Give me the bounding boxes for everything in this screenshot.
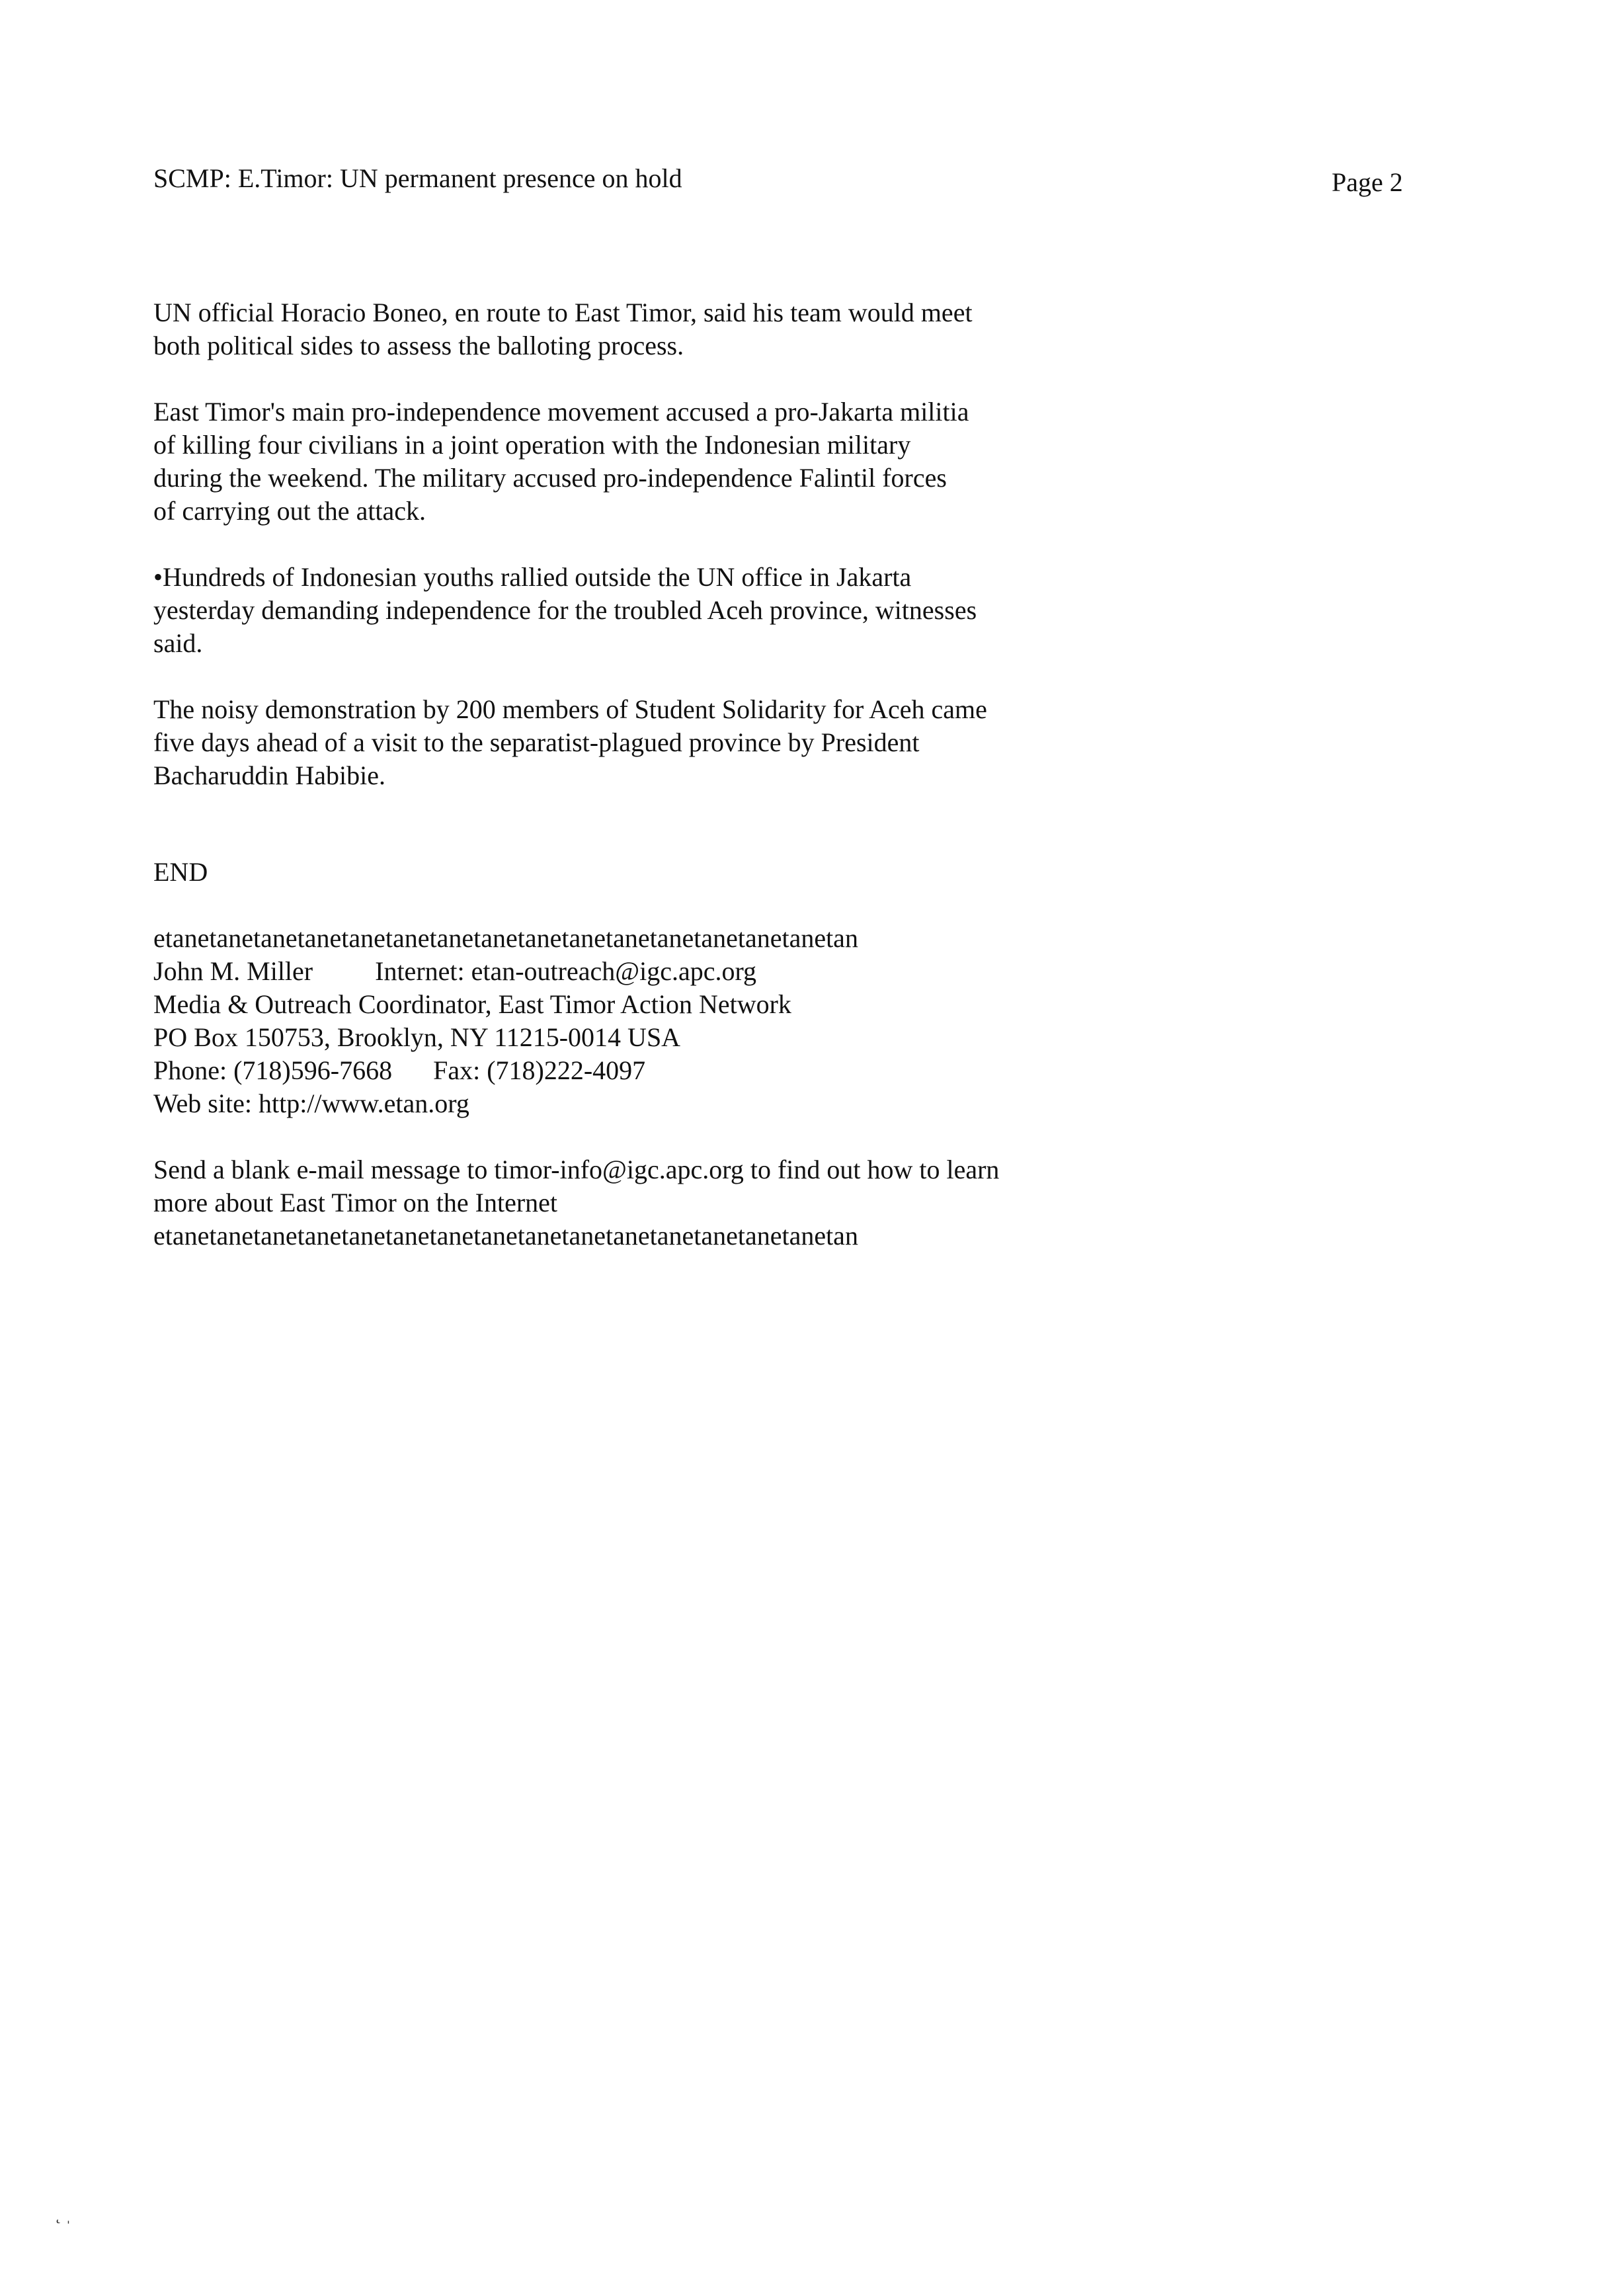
signature-website: Web site: http://www.etan.org — [153, 1088, 469, 1118]
document-header-title: SCMP: E.Timor: UN permanent presence on hold — [153, 163, 682, 193]
scan-artifact-mark: ˛ ˌ — [56, 2205, 71, 2224]
paragraph-line: Bacharuddin Habibie. — [153, 760, 385, 790]
paragraph-line: East Timor's main pro-independence movement accused a pro-Jakarta militia — [153, 397, 969, 427]
paragraph-line: of carrying out the attack. — [153, 496, 426, 526]
signature-contact-line — [153, 1054, 1092, 1087]
signature-fax: Fax: (718)222-4097 — [433, 1055, 646, 1085]
footer-note-line: Send a blank e-mail message to timor-info@igc.apc.org to find out how to learn — [153, 1155, 1000, 1184]
footer-note-line: more about East Timor on the Internet — [153, 1188, 558, 1217]
signature-block — [153, 922, 1092, 1120]
paragraph-militia — [153, 395, 1092, 528]
paragraph-line: The noisy demonstration by 200 members of Student Solidarity for Aceh came — [153, 694, 987, 724]
paragraph-line: •Hundreds of Indonesian youths rallied outside the UN office in Jakarta — [153, 562, 912, 592]
paragraph-line: yesterday demanding independence for the troubled Aceh province, witnesses — [153, 595, 977, 625]
paragraph-youths-rally — [153, 561, 1092, 660]
paragraph-line: during the weekend. The military accused pro-independence Falintil forces — [153, 463, 947, 493]
paragraph-line: five days ahead of a visit to the separatist-plagued province by President — [153, 727, 920, 757]
paragraph-un-official — [153, 296, 1092, 362]
footer-note — [153, 1153, 1092, 1252]
signature-divider-bottom: etanetanetanetanetanetanetanetanetanetanetanetanetanetanetanetan — [153, 1221, 858, 1250]
page-number-label: Page 2 — [1332, 167, 1403, 197]
end-marker: END — [153, 857, 208, 887]
signature-phone: Phone: (718)596-7668 — [153, 1055, 393, 1085]
signature-name: John M. Miller — [153, 956, 313, 986]
paragraph-line: of killing four civilians in a joint operation with the Indonesian military — [153, 430, 911, 460]
signature-name-line — [153, 955, 1092, 988]
paragraph-line: said. — [153, 628, 203, 658]
document-body — [153, 296, 1092, 1286]
paragraph-demonstration — [153, 693, 1092, 792]
paragraph-line: both political sides to assess the balloting process. — [153, 331, 684, 360]
paragraph-line: UN official Horacio Boneo, en route to East Timor, said his team would meet — [153, 298, 973, 327]
signature-role: Media & Outreach Coordinator, East Timor Action Network — [153, 989, 791, 1019]
signature-divider-top: etanetanetanetanetanetanetanetanetanetanetanetanetanetanetanetan — [153, 923, 858, 953]
signature-internet: Internet: etan-outreach@igc.apc.org — [375, 956, 757, 986]
signature-address: PO Box 150753, Brooklyn, NY 11215-0014 USA — [153, 1022, 681, 1052]
